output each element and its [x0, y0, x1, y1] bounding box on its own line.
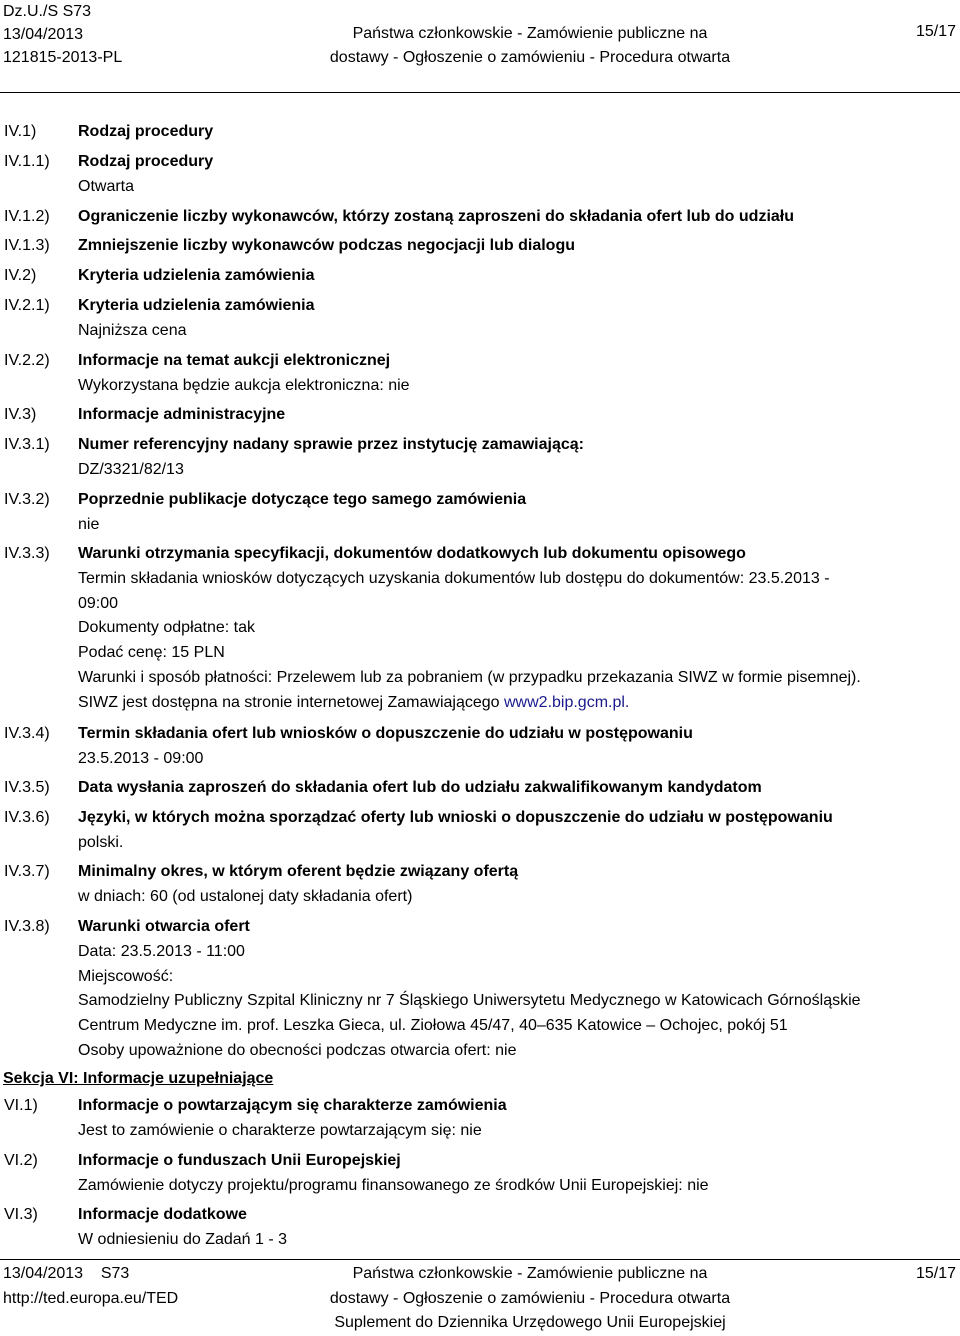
line-text: Kryteria udzielenia zamówienia	[78, 297, 315, 314]
footer-title-line2: dostawy - Ogłoszenie o zamówieniu - Procedura otwarta	[329, 1289, 731, 1307]
section-text	[78, 831, 954, 856]
section-number: IV.1.2)	[4, 208, 50, 225]
section-content	[78, 1094, 954, 1144]
section-heading	[78, 205, 954, 230]
section-title: Sekcja VI: Informacje uzupełniające	[3, 1070, 274, 1087]
footer-title	[300, 1262, 760, 1336]
section-heading	[78, 860, 954, 885]
section-heading	[78, 294, 954, 319]
section-number: IV.1.1)	[4, 153, 50, 170]
footer-date-issue: 13/04/2013 S73	[3, 1265, 130, 1282]
section-heading	[78, 806, 954, 831]
section-content	[78, 349, 954, 399]
line-text: Minimalny okres, w którym oferent będzie związany ofertą	[78, 863, 519, 880]
line-text: Jest to zamówienie o charakterze powtarzającym się: nie	[78, 1121, 482, 1139]
section-text	[78, 691, 954, 716]
line-text: Poprzednie publikacje dotyczące tego samego zamówienia	[78, 491, 527, 508]
line-text: Ograniczenie liczby wykonawców, którzy zostaną zaproszeni do składania ofert lub do udziału	[78, 208, 794, 225]
section-number: IV.3)	[4, 406, 37, 423]
footer-title-line1: Państwa członkowskie - Zamówienie publiczne na	[352, 1265, 708, 1282]
section-content	[78, 488, 954, 538]
footer-left	[3, 1262, 178, 1311]
line-text: Najniższa cena	[78, 321, 187, 339]
section-content	[78, 806, 954, 856]
section-heading	[78, 1203, 954, 1228]
section-heading	[78, 915, 954, 940]
section-number: IV.3.6)	[4, 809, 50, 826]
line-text: DZ/3321/82/13	[78, 460, 184, 478]
section-text	[78, 1014, 954, 1039]
line-text: Osoby upoważnione do obecności podczas otwarcia ofert: nie	[78, 1041, 517, 1059]
header-date: 13/04/2013	[3, 26, 84, 43]
section-number: IV.3.3)	[4, 545, 50, 562]
section-number: IV.3.1)	[4, 436, 50, 453]
section-number: VI.1)	[4, 1097, 38, 1114]
section-number: IV.3.2)	[4, 491, 50, 508]
section-text	[78, 965, 954, 990]
section-content	[78, 403, 954, 428]
line-text: 23.5.2013 - 09:00	[78, 749, 204, 767]
section-content	[78, 150, 954, 200]
line-text: Informacje administracyjne	[78, 406, 286, 423]
section-heading	[78, 776, 954, 801]
section-content	[78, 264, 954, 289]
line-text: Rodzaj procedury	[78, 123, 214, 140]
section-content	[78, 860, 954, 910]
section-text	[78, 319, 954, 344]
line-text: Zmniejszenie liczby wykonawców podczas negocjacji lub dialogu	[78, 237, 575, 254]
line-text: Dokumenty odpłatne: tak	[78, 619, 255, 637]
section-number: IV.1)	[4, 123, 37, 140]
line-text: Podać cenę: 15 PLN	[78, 644, 225, 662]
footer-rule	[0, 1259, 960, 1260]
website-link[interactable]: www2.bip.gcm.pl.	[504, 693, 630, 711]
line-text: Data: 23.5.2013 - 11:00	[78, 942, 245, 960]
section-content	[78, 776, 954, 801]
section-heading	[78, 542, 954, 567]
line-text: Numer referencyjny nadany sprawie przez instytucję zamawiającą:	[78, 436, 584, 453]
section-text	[78, 1039, 954, 1064]
section-text	[78, 175, 954, 200]
section-content	[78, 234, 954, 259]
line-text: Rodzaj procedury	[78, 153, 214, 170]
section-heading	[78, 150, 954, 175]
section-number: IV.3.5)	[4, 779, 50, 796]
section-content	[78, 722, 954, 772]
footer-page-number: 15/17	[915, 1265, 956, 1282]
section-heading	[78, 433, 954, 458]
header-title-line1: Państwa członkowskie - Zamówienie publiczne na	[352, 25, 708, 42]
section-content	[78, 294, 954, 344]
section-content	[78, 433, 954, 483]
section-text	[78, 885, 954, 910]
line-text: 09:00	[78, 594, 119, 612]
section-number: IV.1.3)	[4, 237, 50, 254]
line-text: Miejscowość:	[78, 967, 174, 985]
page-header	[0, 0, 960, 70]
footer-title-line3: Suplement do Dziennika Urzędowego Unii Europejskiej	[334, 1314, 726, 1331]
section-heading	[78, 264, 954, 289]
section-text	[78, 1174, 954, 1199]
header-doc-id: 121815-2013-PL	[3, 49, 123, 66]
section-heading	[78, 403, 954, 428]
section-number: VI.3)	[4, 1206, 38, 1223]
footer-url: http://ted.europa.eu/TED	[3, 1289, 179, 1307]
header-page-number: 15/17	[915, 23, 956, 40]
line-text: Warunki otwarcia ofert	[78, 918, 250, 935]
section-content	[78, 120, 954, 145]
page-footer	[0, 1262, 960, 1334]
section-text	[78, 666, 954, 691]
line-text: Wykorzystana będzie aukcja elektroniczna: nie	[78, 376, 410, 394]
section-heading	[78, 488, 954, 513]
header-title	[310, 22, 750, 70]
section-number: IV.2)	[4, 267, 37, 284]
line-text: Samodzielny Publiczny Szpital Kliniczny nr 7 Śląskiego Uniwersytetu Medycznego w Katowicach Górnośląskie	[78, 992, 861, 1010]
line-text: Informacje o funduszach Unii Europejskiej	[78, 1152, 401, 1169]
section-text	[78, 513, 954, 538]
section-content	[78, 542, 954, 716]
line-text: polski.	[78, 833, 124, 851]
section-text	[78, 616, 954, 641]
section-text	[78, 641, 954, 666]
section-content	[78, 1203, 954, 1253]
header-left	[3, 0, 122, 69]
section-heading	[78, 722, 954, 747]
header-title-line2: dostawy - Ogłoszenie o zamówieniu - Procedura otwarta	[329, 49, 731, 66]
section-heading	[78, 120, 954, 145]
section-text	[78, 567, 954, 592]
line-text: Informacje o powtarzającym się charakterze zamówienia	[78, 1097, 507, 1114]
line-text: Centrum Medyczne im. prof. Leszka Gieca, ul. Ziołowa 45/47, 40–635 Katowice – Ochojec, pokój 51	[78, 1017, 788, 1035]
section-content	[78, 205, 954, 230]
section-number: IV.3.8)	[4, 918, 50, 935]
line-text: Otwarta	[78, 177, 135, 195]
line-text: Termin składania ofert lub wniosków o dopuszczenie do udziału w postępowaniu	[78, 725, 693, 742]
section-number: IV.3.7)	[4, 863, 50, 880]
section-content	[78, 1149, 954, 1199]
line-text: Warunki otrzymania specyfikacji, dokumentów dodatkowych lub dokumentu opisowego	[78, 545, 746, 562]
line-text: Zamówienie dotyczy projektu/programu finansowanego ze środków Unii Europejskiej: nie	[78, 1176, 709, 1194]
section-text	[78, 747, 954, 772]
line-text: Kryteria udzielenia zamówienia	[78, 267, 315, 284]
header-journal: Dz.U./S S73	[3, 3, 92, 20]
section-text	[78, 374, 954, 399]
line-text: nie	[78, 515, 100, 533]
line-text: Warunki i sposób płatności: Przelewem lub za pobraniem (w przypadku przekazania SIWZ w formie pisemnej).	[78, 668, 861, 686]
section-text	[78, 1119, 954, 1144]
section-text	[78, 1228, 954, 1253]
section-number: IV.2.1)	[4, 297, 50, 314]
section-text	[78, 940, 954, 965]
section-heading	[78, 234, 954, 259]
section-number: IV.2.2)	[4, 352, 50, 369]
line-text: Informacje na temat aukcji elektronicznej	[78, 352, 391, 369]
section-heading	[78, 349, 954, 374]
section-text	[78, 989, 954, 1014]
section-text	[78, 458, 954, 483]
line-text: Termin składania wniosków dotyczących uzyskania dokumentów lub dostępu do dokumentów: 23.5.2013 -	[78, 569, 830, 587]
section-number: VI.2)	[4, 1152, 38, 1169]
section-heading	[78, 1149, 954, 1174]
line-text: SIWZ jest dostępna na stronie internetowej Zamawiającego	[78, 693, 504, 711]
line-text: w dniach: 60 (od ustalonej daty składania ofert)	[78, 887, 413, 905]
section-number: IV.3.4)	[4, 725, 50, 742]
line-text: Data wysłania zaproszeń do składania ofert lub do udziału zakwalifikowanym kandydatom	[78, 779, 762, 796]
section-content	[78, 915, 954, 1064]
line-text: W odniesieniu do Zadań 1 - 3	[78, 1230, 288, 1248]
line-text: Informacje dodatkowe	[78, 1206, 247, 1223]
header-rule	[0, 92, 960, 93]
section-heading	[78, 1094, 954, 1119]
section-text	[78, 592, 954, 617]
line-text: Języki, w których można sporządzać oferty lub wnioski o dopuszczenie do udziału w postępowaniu	[78, 809, 833, 826]
